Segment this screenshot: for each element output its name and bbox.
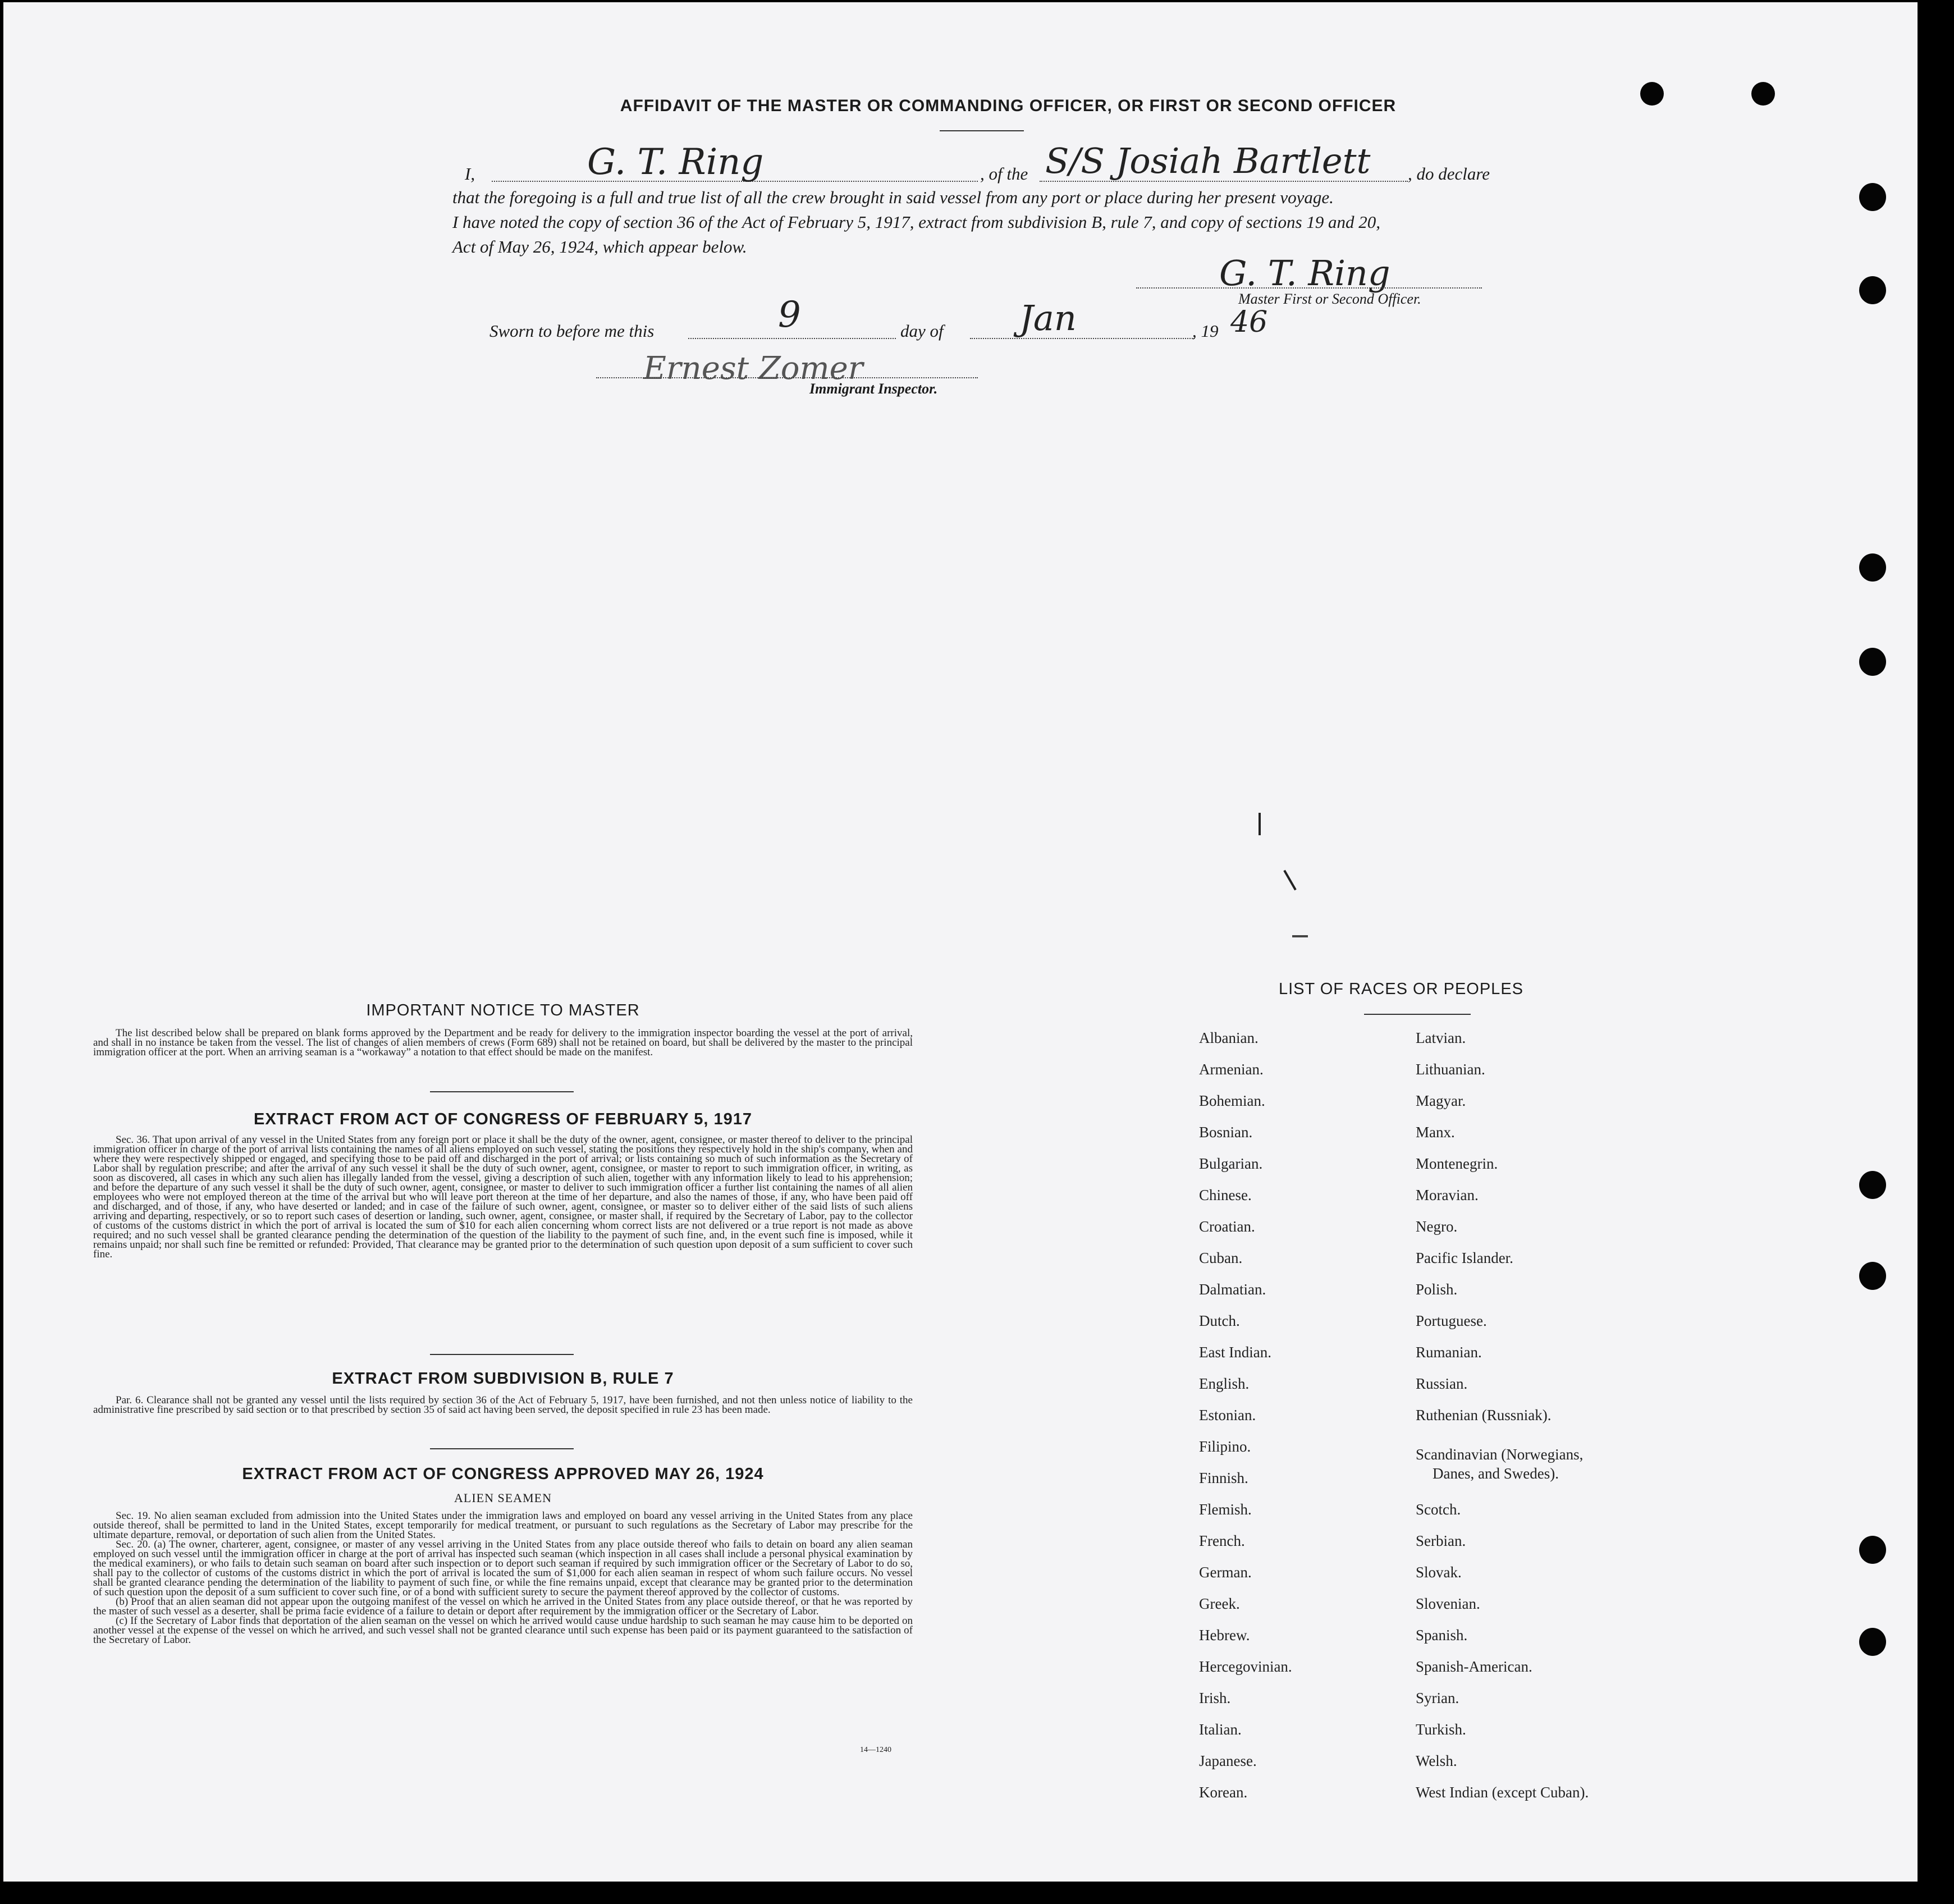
master-signature: G. T. Ring [1219, 253, 1390, 294]
affidavit-i: I, [465, 164, 475, 184]
punch-hole [1859, 1262, 1886, 1290]
sec-20a-paragraph: Sec. 20. (a) The owner, charterer, agent, consignee, or master of any vessel arriving in the United States from any place outside thereof who fails to detain on board any alien seaman employed on such vessel until the immigration officer in charge at the port of arrival has inspected such seaman (which inspection in all cases shall include a personal physical examination by the medical examiners), or who fails to detain such seaman on board after such inspection or to deport such seaman if required by such immigration officer or the Secretary of Labor to do so, shall pay to the collector of customs of the customs district in which the port of arrival is located the sum of $1,000 for each alien seaman in respect of whom such failure occurs. No vessel shall be granted clearance pending the determination of the liability to payment of such fine, or while the fine remains unpaid, except that clearance may be granted prior to the determination of such question upon the deposit of a sum sufficient to cover such fine, or of a bond with sufficient surety to secure the payment thereof approved by the collector of customs. [93, 1539, 913, 1598]
race-item: Italian. [1199, 1721, 1242, 1738]
race-item: Hebrew. [1199, 1627, 1250, 1644]
race-item: Slovenian. [1416, 1595, 1480, 1612]
race-item: Portuguese. [1416, 1312, 1487, 1329]
divider [1364, 1014, 1471, 1015]
race-item: Ruthenian (Russniak). [1416, 1407, 1552, 1424]
race-item: Latvian. [1416, 1029, 1466, 1046]
form-number: 14—1240 [860, 1746, 891, 1754]
affidavit-line-1 [465, 164, 475, 184]
race-item: Chinese. [1199, 1187, 1252, 1203]
document-page [3, 2, 1918, 1882]
extract-rule7-title: EXTRACT FROM SUBDIVISION B, RULE 7 [332, 1370, 674, 1388]
punch-hole [1859, 1628, 1886, 1656]
stray-mark [1283, 870, 1296, 891]
race-item: Finnish. [1199, 1470, 1248, 1486]
race-item: Spanish. [1416, 1627, 1468, 1644]
punch-hole [1640, 82, 1664, 106]
race-item: Turkish. [1416, 1721, 1466, 1738]
sec-19-paragraph: Sec. 19. No alien seaman excluded from admission into the United States under the immigration laws and employed on board any vessel arriving in the United States from any place outside thereof, shall be permitted to land in the United States, except temporarily for medical treatment, or pursuant to such regulations as the Secretary of Labor may prescribe for the ultimate departure, removal, or deportation of such alien from the United States. [93, 1510, 913, 1541]
race-item: Cuban. [1199, 1250, 1243, 1266]
inspector-line [596, 377, 978, 378]
race-item: Bohemian. [1199, 1092, 1265, 1109]
race-item: Polish. [1416, 1281, 1458, 1298]
sworn-month-handwritten: Jan [1019, 298, 1077, 338]
notice-paragraph: The list described below shall be prepared on blank forms approved by the Department and be ready for delivery to the immigration inspector boarding the vessel at the port of arrival, and shall in no instance be taken from the vessel. The list of changes of alien members of crews (Form 689) shall not be retained on board, but shall be delivered by the master to the principal immigration officer at the port. When an arriving seaman is a “workaway” a notation to that effect should be made on the manifest. [93, 1027, 913, 1058]
race-item: Armenian. [1199, 1061, 1264, 1078]
signature-line [1136, 287, 1482, 289]
race-item: French. [1199, 1532, 1245, 1549]
divider [940, 130, 1024, 131]
race-item: Japanese. [1199, 1752, 1257, 1769]
race-item: Spanish-American. [1416, 1658, 1532, 1675]
race-item: Hercegovinian. [1199, 1658, 1292, 1675]
do-declare-label: , do declare [1408, 164, 1490, 184]
notice-title: IMPORTANT NOTICE TO MASTER [366, 1001, 640, 1019]
race-item: East Indian. [1199, 1344, 1271, 1361]
race-item: Albanian. [1199, 1029, 1259, 1046]
signature-label: Master First or Second Officer. [1238, 291, 1421, 307]
race-item: Russian. [1416, 1375, 1468, 1392]
extract-1917-text [93, 1135, 913, 1259]
race-item: German. [1199, 1564, 1252, 1581]
race-item: Syrian. [1416, 1690, 1459, 1706]
affidavit-line-4: Act of May 26, 1924, which appear below. [452, 237, 747, 257]
extract-1917-title: EXTRACT FROM ACT OF CONGRESS OF FEBRUARY 5, 1917 [253, 1110, 753, 1128]
race-item: Magyar. [1416, 1092, 1466, 1109]
race-item: Bosnian. [1199, 1124, 1253, 1141]
master-name-handwritten: G. T. Ring [587, 141, 764, 183]
punch-hole [1859, 276, 1886, 304]
race-item: Danes, and Swedes). [1433, 1465, 1559, 1482]
race-item: English. [1199, 1375, 1250, 1392]
race-item: Irish. [1199, 1690, 1231, 1706]
race-item: Montenegrin. [1416, 1155, 1498, 1172]
race-item: Slovak. [1416, 1564, 1462, 1581]
sworn-day-line [688, 338, 896, 339]
race-item: Bulgarian. [1199, 1155, 1263, 1172]
race-item: Flemish. [1199, 1501, 1252, 1518]
affidavit-line-3: I have noted the copy of section 36 of the Act of February 5, 1917, extract from subdivision B, rule 7, and copy of sections 19 and 20, [452, 212, 1381, 232]
punch-hole [1859, 553, 1886, 582]
race-item: Scotch. [1416, 1501, 1461, 1518]
of-the-label: , of the [980, 164, 1028, 184]
extract-1924-title: EXTRACT FROM ACT OF CONGRESS APPROVED MAY 26, 1924 [242, 1465, 764, 1483]
punch-hole [1859, 183, 1886, 211]
sworn-year-handwritten: 46 [1230, 305, 1268, 339]
punch-hole [1751, 82, 1775, 106]
affidavit-title: AFFIDAVIT OF THE MASTER OR COMMANDING OFFICER, OR FIRST OR SECOND OFFICER [620, 97, 1397, 115]
extract-rule7-paragraph: Par. 6. Clearance shall not be granted any vessel until the lists required by section 36 of the Act of February 5, 1917, have been furnished, and not then unless notice of liability to the administrative fine prescribed by said section or to that prescribed by section 35 of said act having been served, the deposit specified in rule 23 has been made. [93, 1394, 913, 1416]
race-item: Greek. [1199, 1595, 1240, 1612]
races-title: LIST OF RACES OR PEOPLES [1278, 980, 1524, 998]
race-item: Lithuanian. [1416, 1061, 1485, 1078]
sworn-day-handwritten: 9 [778, 294, 801, 336]
divider [430, 1354, 574, 1355]
punch-hole [1859, 1171, 1886, 1199]
race-item: Korean. [1199, 1784, 1248, 1801]
punch-hole [1859, 1536, 1886, 1564]
race-item: Dutch. [1199, 1312, 1240, 1329]
race-item: Rumanian. [1416, 1344, 1482, 1361]
sworn-prefix: Sworn to before me this [489, 321, 655, 341]
stray-mark [1292, 935, 1308, 937]
inspector-label: Immigrant Inspector. [809, 381, 938, 397]
race-item: Estonian. [1199, 1407, 1256, 1424]
race-item: Croatian. [1199, 1218, 1255, 1235]
race-item: Manx. [1416, 1124, 1455, 1141]
race-item: Moravian. [1416, 1187, 1479, 1203]
race-item: Dalmatian. [1199, 1281, 1266, 1298]
affidavit-line-2: that the foregoing is a full and true list of all the crew brought in said vessel from any port or place during her present voyage. [452, 187, 1334, 207]
vessel-name-handwritten: S/S Josiah Bartlett [1045, 140, 1371, 181]
inspector-signature: Ernest Zomer [643, 350, 863, 387]
race-item: Filipino. [1199, 1438, 1251, 1455]
alien-seamen-subtitle: ALIEN SEAMEN [454, 1491, 552, 1505]
sworn-year-prefix: , 19 [1192, 321, 1219, 341]
race-item: Pacific Islander. [1416, 1250, 1513, 1266]
extract-1917-paragraph: Sec. 36. That upon arrival of any vessel in the United States from any foreign port or place it shall be the duty of the owner, agent, consignee, or master thereof to deliver to the principal immigration officer in charge of the port of arrival lists containing the names of all aliens employed on such vessel, stating the positions they respectively hold in the ship's company, when and where they were respectively shipped or engaged, and specifying those to be paid off and discharged in the port of arrival; or lists containing so much of such information as the Secretary of Labor shall by regulation prescribe; and after the arrival of any such vessel it shall be the duty of such owner, agent, consignee, or master to report to such immigration officer, in writing, as soon as discovered, all cases in which any such alien has illegally landed from the vessel, giving a description of such alien, together with any information likely to lead to his apprehension; and before the departure of any such vessel it shall be the duty of such owner, agent, consignee, or master to deliver to such immigration officer a further list containing the names of all alien employees who were not employed thereon at the time of the arrival but who will leave port thereon at the time of her departure, and also the names of those, if any, who have been paid off and discharged, and of those, if any, who have deserted or landed; and in case of the failure of such owner, agent, consignee, or master so to deliver either of the said lists of such aliens arriving and departing, respectively, or so to report such cases of desertion or landing, such owner, agent, consignee, or master shall, if required by the Secretary of Labor, pay to the collector of customs of the customs district in which the port of arrival is located the sum of $10 for each alien concerning whom correct lists are not delivered or a true report is not made as above required; and no such vessel shall be granted clearance pending the determination of the question of the liability to the payment of such fine, and, in the event such fine is imposed, while it remains unpaid; nor shall such fine be remitted or refunded: Provided, That clearance may be granted prior to the determination of such question upon deposit of a sum sufficient to cover such fine. [93, 1134, 913, 1260]
extract-1924-text [93, 1511, 913, 1645]
stray-mark [1259, 813, 1261, 835]
race-item: Scandinavian (Norwegians, [1416, 1446, 1584, 1463]
race-item: West Indian (except Cuban). [1416, 1784, 1589, 1801]
extract-rule7-text [93, 1395, 913, 1415]
divider [430, 1448, 574, 1449]
race-item: Serbian. [1416, 1532, 1466, 1549]
race-item: Welsh. [1416, 1752, 1457, 1769]
sworn-day-of-label: day of [900, 321, 944, 341]
sec-20b-paragraph: (b) Proof that an alien seaman did not appear upon the outgoing manifest of the vessel on which he arrived in the United States from any place outside thereof, or that he was reported by the master of such vessel as a deserter, shall be prima facie evidence of a failure to detain or deport after requirement by the immigration officer or the Secretary of Labor. [93, 1596, 913, 1617]
divider [430, 1091, 574, 1092]
notice-text [93, 1028, 913, 1057]
punch-hole [1859, 648, 1886, 676]
sworn-month-line [970, 338, 1195, 339]
sec-20c-paragraph: (c) If the Secretary of Labor finds that deportation of the alien seaman on the vessel on which he arrived would cause undue hardship to such seaman he may cause him to be deported on another vessel at the expense of the vessel on which he arrived, and such vessel shall not be granted clearance until such expense has been paid or its payment guaranteed to the satisfaction of the Secretary of Labor. [93, 1615, 913, 1646]
race-item: Negro. [1416, 1218, 1458, 1235]
